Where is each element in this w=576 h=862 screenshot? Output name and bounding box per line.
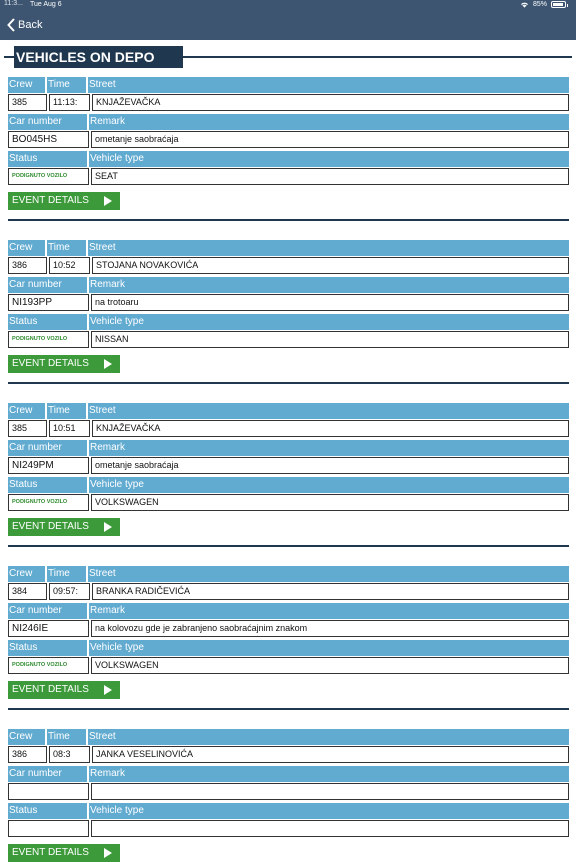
car-remark-header (8, 766, 569, 782)
car-number-value: NI249PM (8, 457, 89, 474)
card-separator (8, 382, 569, 384)
vehicle-type-header: Vehicle type (90, 479, 144, 490)
event-details-label: EVENT DETAILS (12, 521, 89, 532)
street-value: STOJANA NOVAKOVIĆA (92, 257, 569, 274)
remark-value: ometanje saobraćaja (91, 457, 569, 474)
car-remark-values (8, 620, 569, 637)
car-remark-header (8, 603, 569, 619)
event-details-button[interactable] (8, 844, 120, 862)
back-button[interactable] (7, 17, 42, 33)
play-arrow-icon (104, 848, 112, 858)
crew-value: 386 (8, 257, 47, 274)
status-header: Status (8, 314, 89, 330)
status-indicators (520, 1, 566, 8)
car-remark-header (8, 440, 569, 456)
status-value (8, 820, 89, 837)
car-number-header: Car number (8, 766, 89, 782)
event-details-label: EVENT DETAILS (12, 847, 89, 858)
event-details-label: EVENT DETAILS (12, 195, 89, 206)
status-type-values (8, 494, 569, 511)
status-header: Status (8, 640, 89, 656)
status-type-header (8, 640, 569, 656)
vehicle-type-value: NISSAN (91, 331, 569, 348)
remark-header: Remark (90, 279, 126, 290)
remark-header: Remark (90, 605, 126, 616)
crew-time-street-values (8, 257, 569, 274)
car-number-header: Car number (8, 114, 89, 130)
status-header: Status (8, 803, 89, 819)
car-number-header: Car number (8, 440, 89, 456)
time-header: Time (47, 403, 88, 419)
event-details-button[interactable] (8, 518, 120, 536)
car-number-value (8, 783, 89, 800)
street-header: Street (89, 405, 116, 416)
event-card (8, 77, 569, 206)
street-header: Street (89, 731, 116, 742)
vehicle-type-value (91, 820, 569, 837)
event-card (8, 403, 569, 532)
crew-time-street-header (8, 566, 569, 582)
crew-time-street-values (8, 94, 569, 111)
crew-time-street-values (8, 746, 569, 763)
play-arrow-icon (104, 196, 112, 206)
battery-percent: 85% (532, 1, 547, 8)
card-separator (8, 219, 569, 221)
time-header: Time (47, 566, 88, 582)
crew-value: 385 (8, 94, 47, 111)
time-header: Time (47, 240, 88, 256)
street-header: Street (89, 568, 116, 579)
status-type-values (8, 657, 569, 674)
time-value: 08:3 (49, 746, 90, 763)
top-navigation-bar (0, 0, 576, 40)
time-header: Time (47, 729, 88, 745)
crew-time-street-header (8, 729, 569, 745)
battery-icon (551, 1, 566, 8)
play-arrow-icon (104, 522, 112, 532)
crew-header: Crew (8, 729, 47, 745)
time-value: 10:51 (49, 420, 90, 437)
card-separator (8, 545, 569, 547)
vehicle-type-header: Vehicle type (90, 153, 144, 164)
status-type-header (8, 151, 569, 167)
street-value: BRANKA RADIČEVIĆA (92, 583, 569, 600)
crew-value: 385 (8, 420, 47, 437)
remark-header: Remark (90, 768, 126, 779)
event-details-label: EVENT DETAILS (12, 358, 89, 369)
vehicle-type-header: Vehicle type (90, 805, 144, 816)
event-card (8, 729, 569, 858)
crew-time-street-values (8, 420, 569, 437)
wifi-icon (520, 1, 529, 8)
car-remark-values (8, 294, 569, 311)
status-value: PODIGNUTO VOZILO (8, 168, 89, 185)
event-details-button[interactable] (8, 192, 120, 210)
page-title: VEHICLES ON DEPO (14, 46, 183, 68)
status-type-values (8, 331, 569, 348)
time-value: 11:13: (49, 94, 90, 111)
card-separator (8, 708, 569, 710)
status-value: PODIGNUTO VOZILO (8, 657, 89, 674)
crew-header: Crew (8, 240, 47, 256)
car-number-value: NI246IE (8, 620, 89, 637)
car-remark-values (8, 783, 569, 800)
remark-value (91, 783, 569, 800)
crew-value: 386 (8, 746, 47, 763)
crew-header: Crew (8, 77, 47, 93)
crew-header: Crew (8, 566, 47, 582)
vehicle-type-header: Vehicle type (90, 316, 144, 327)
car-remark-header (8, 277, 569, 293)
event-details-button[interactable] (8, 681, 120, 699)
crew-header: Crew (8, 403, 47, 419)
crew-time-street-header (8, 240, 569, 256)
status-date: Tue Aug 6 (30, 1, 62, 8)
event-card (8, 240, 569, 369)
back-label: Back (18, 19, 43, 31)
event-details-label: EVENT DETAILS (12, 684, 89, 695)
vehicle-type-value: VOLKSWAGEN (91, 494, 569, 511)
status-type-header (8, 314, 569, 330)
status-clock: 11:3... (4, 0, 23, 7)
time-header: Time (47, 77, 88, 93)
status-header: Status (8, 151, 89, 167)
car-number-value: BO045HS (8, 131, 89, 148)
remark-value: ometanje saobraćaja (91, 131, 569, 148)
status-type-values (8, 168, 569, 185)
vehicle-type-header: Vehicle type (90, 642, 144, 653)
crew-time-street-header (8, 77, 569, 93)
page-title-bar (0, 46, 576, 68)
chevron-left-icon (7, 18, 15, 32)
time-value: 09:57: (49, 583, 90, 600)
status-type-values (8, 820, 569, 837)
play-arrow-icon (104, 685, 112, 695)
remark-value: na kolovozu gde je zabranjeno saobraćajnim znakom (91, 620, 569, 637)
status-type-header (8, 477, 569, 493)
time-value: 10:52 (49, 257, 90, 274)
car-remark-values (8, 131, 569, 148)
street-value: KNJAŽEVAČKA (92, 420, 569, 437)
car-number-value: NI193PP (8, 294, 89, 311)
crew-time-street-values (8, 583, 569, 600)
street-header: Street (89, 79, 116, 90)
crew-time-street-header (8, 403, 569, 419)
event-details-button[interactable] (8, 355, 120, 373)
status-value: PODIGNUTO VOZILO (8, 331, 89, 348)
remark-value: na trotoaru (91, 294, 569, 311)
vehicle-type-value: VOLKSWAGEN (91, 657, 569, 674)
car-remark-values (8, 457, 569, 474)
street-value: KNJAŽEVAČKA (92, 94, 569, 111)
status-type-header (8, 803, 569, 819)
vehicle-type-value: SEAT (91, 168, 569, 185)
crew-value: 384 (8, 583, 47, 600)
car-remark-header (8, 114, 569, 130)
event-card (8, 566, 569, 695)
street-header: Street (89, 242, 116, 253)
car-number-header: Car number (8, 603, 89, 619)
play-arrow-icon (104, 359, 112, 369)
status-header: Status (8, 477, 89, 493)
remark-header: Remark (90, 442, 126, 453)
status-value: PODIGNUTO VOZILO (8, 494, 89, 511)
remark-header: Remark (90, 116, 126, 127)
car-number-header: Car number (8, 277, 89, 293)
street-value: JANKA VESELINOVIĆA (92, 746, 569, 763)
